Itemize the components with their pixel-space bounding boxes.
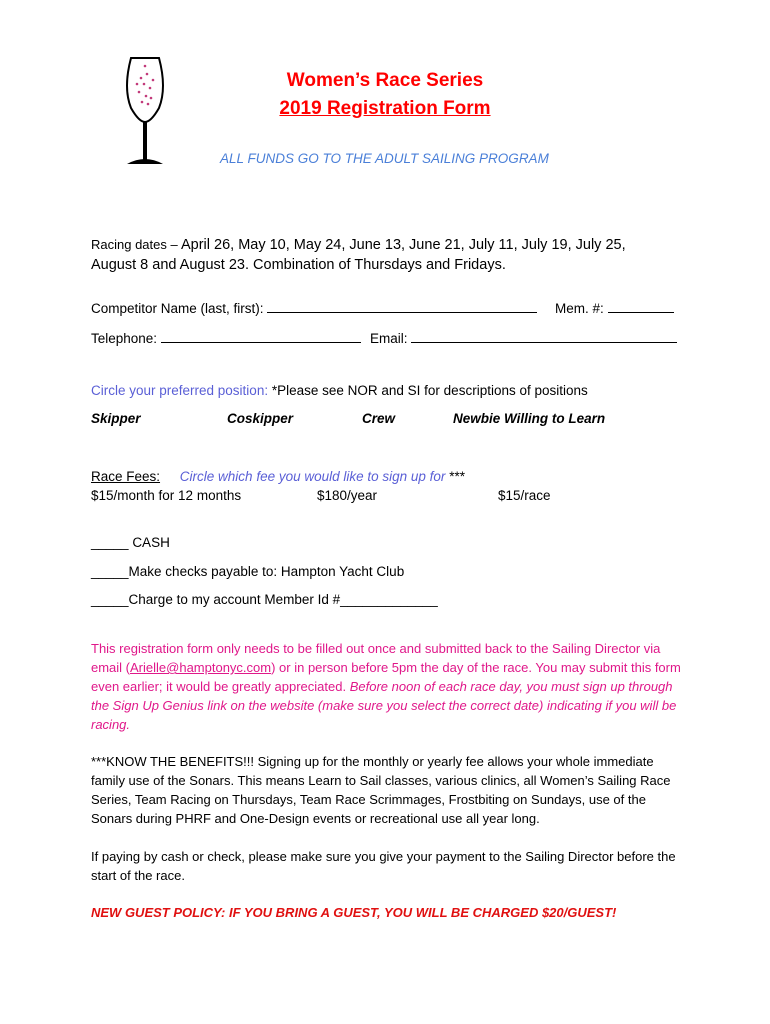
cash-check-note: If paying by cash or check, please make sure you give your payment to the Sailing Director before the start of the race. bbox=[91, 849, 676, 883]
registration-note-italic: Before noon of each race day, you must sign up through the Sign Up Genius link on the website (make sure you select the correct date) indicating if you will be racing. bbox=[91, 679, 677, 732]
race-fees-prompt: Circle which fee you would like to sign up for bbox=[179, 469, 446, 484]
telephone-field[interactable] bbox=[161, 328, 361, 343]
competitor-name-field[interactable] bbox=[267, 298, 537, 313]
cash-blank[interactable]: _____ bbox=[91, 535, 129, 550]
position-skipper[interactable]: Skipper bbox=[91, 411, 141, 426]
payment-charge[interactable] bbox=[91, 592, 438, 607]
racing-dates-label: Racing dates – bbox=[91, 237, 178, 252]
telephone-label: Telephone: bbox=[91, 331, 158, 346]
director-email-link[interactable]: Arielle@hamptonyc.com bbox=[130, 660, 272, 675]
benefits-paragraph: ***KNOW THE BENEFITS!!! Signing up for the monthly or yearly fee allows your whole immediate family use of the Sonars. This means Learn to Sail classes, various clinics, all Women’s Sailing Race Series, Team Racing on Thursdays, Team Race Scrimmages, Frostbiting on Sundays, use of the Sonars during PHRF and One-Design events or recreational use all year long. bbox=[91, 754, 671, 826]
wine-glass-logo bbox=[95, 48, 195, 178]
position-coskipper[interactable]: Coskipper bbox=[227, 411, 294, 426]
position-prompt: Circle your preferred position: bbox=[91, 383, 269, 398]
form-title: Women’s Race Series bbox=[286, 70, 484, 91]
position-crew[interactable]: Crew bbox=[362, 411, 396, 426]
fee-monthly[interactable]: $15/month for 12 months bbox=[91, 488, 242, 503]
mem-field[interactable] bbox=[608, 298, 674, 313]
funds-note: ALL FUNDS GO TO THE ADULT SAILING PROGRAM bbox=[220, 151, 549, 166]
payment-check[interactable] bbox=[91, 564, 404, 579]
mem-label: Mem. #: bbox=[555, 301, 604, 316]
registration-note-part2: ) or in person before 5pm the day of the race. You may submit this form even earlier; it would be greatly appreciated. bbox=[91, 660, 681, 694]
cash-label: CASH bbox=[132, 535, 170, 550]
email-label: Email: bbox=[370, 331, 408, 346]
charge-blank[interactable]: _____ bbox=[91, 592, 129, 607]
race-fees-label: Race Fees: bbox=[91, 469, 161, 484]
email-row bbox=[370, 328, 677, 346]
check-blank[interactable]: _____ bbox=[91, 564, 129, 579]
telephone-row bbox=[91, 328, 361, 346]
position-newbie[interactable]: Newbie Willing to Learn bbox=[453, 411, 606, 426]
registration-note-part1: This registration form only needs to be filled out once and submitted back to the Sailing Director via email ( bbox=[91, 641, 661, 675]
position-prompt-row bbox=[91, 383, 588, 398]
form-subtitle: 2019 Registration Form bbox=[279, 98, 491, 119]
name-row bbox=[91, 298, 537, 316]
guest-policy: NEW GUEST POLICY: IF YOU BRING A GUEST, YOU WILL BE CHARGED $20/GUEST! bbox=[91, 905, 617, 920]
wine-glass-icon bbox=[95, 48, 195, 178]
race-fees-row bbox=[91, 469, 465, 484]
fee-per-race[interactable]: $15/race bbox=[498, 488, 551, 503]
fee-yearly[interactable]: $180/year bbox=[317, 488, 378, 503]
position-note: *Please see NOR and SI for descriptions of positions bbox=[271, 383, 588, 398]
mem-row bbox=[555, 298, 674, 316]
registration-note bbox=[91, 639, 681, 734]
member-id-field[interactable]: _____________ bbox=[340, 592, 438, 607]
competitor-name-label: Competitor Name (last, first): bbox=[91, 301, 264, 316]
racing-dates-line2: August 8 and August 23. Combination of Thursdays and Fridays. bbox=[91, 257, 506, 273]
payment-cash[interactable] bbox=[91, 535, 170, 550]
racing-dates-line1: April 26, May 10, May 24, June 13, June 21, July 11, July 19, July 25, bbox=[180, 237, 626, 253]
charge-label: Charge to my account Member Id # bbox=[128, 592, 341, 607]
email-field[interactable] bbox=[411, 328, 677, 343]
racing-dates bbox=[91, 235, 691, 275]
check-label: Make checks payable to: Hampton Yacht Club bbox=[128, 564, 405, 579]
race-fees-stars: *** bbox=[449, 469, 465, 484]
